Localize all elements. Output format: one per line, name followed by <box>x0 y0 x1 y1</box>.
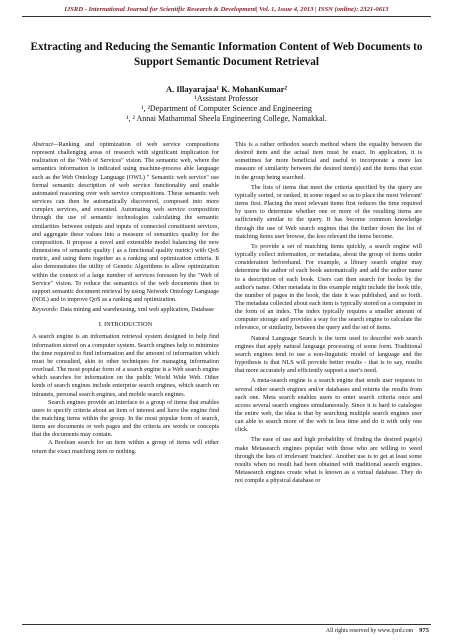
right-paragraph: Natural Language Search is the term used to describe web search engines that apply natural language processing of some form. Traditional search engines tend to use a non-linguistic model of language and the hypothesis is that NLS will provide better results - that is to say, results that more accurately and efficiently support a user's need. <box>235 334 422 375</box>
right-paragraph: This is a rather orthodox search method where the equality between the desired item and the actual item must be exact. In application, it is sometimes far more beneficial and useful to incorporate a more lax measure of similarity between the desired item(s) and the items that exist in the group being searched. <box>235 141 422 181</box>
right-paragraph: To provide a set of matching items quickly, a search engine will typically collect information, or metadata, about the group of items under consideration beforehand. For example, a library search engine may determine the author of each book automatically and add the author name to a description of each book. Users can then search for books by the author's name. Other metadata in this example might include the book title, the number of pages in the book, the date it was published, and so forth. The metadata collected about each item is typically stored on a computer in the form of an index. The index typically requires a smaller amount of computer storage and provides a way for the search engine to calculate the relevance, or similarity, between the query and the set of items. <box>235 242 422 332</box>
left-paragraph: A search engine is an information retrieval system designed to help find information stored on a computer system. Search engines help to minimize the time required to find information and the amount of information which must be consulted, akin to other techniques for managing information overload. The most popular form of a search engine is a Web search engine which searches for information on the public World Wide Web. Other kinds of search engines include enterprise search engines, which search on intranets, personal search engines, and mobile search engines. <box>32 333 219 398</box>
right-paragraph: A meta-search engine is a search engine that sends user requests to several other search engines and/or databases and returns the results from each one. Meta search enables users to enter search criteria once and access several search engines simultaneously. Since it is hard to catalogue the entire web, the idea is that by searching multiple search engines user can able to search more of the web in less time and do it with only one click. <box>235 377 422 434</box>
journal-header: IJSRD - International Journal for Scientific Research & Development| Vol. 1, Issue 4, 2013 | ISSN (online): 2321-0613 <box>64 6 389 13</box>
header-divider <box>22 16 431 17</box>
page-footer <box>326 627 429 634</box>
abstract <box>32 141 219 304</box>
abstract-label: Abstract— <box>32 141 59 148</box>
body-columns <box>32 141 422 611</box>
author-names: A. Illayarajaa¹ K. MohanKumar² <box>165 84 288 94</box>
right-paragraph: The ease of use and high probability of finding the desired page(s) make Metasearch engines popular with those who are willing to weed through the lists of irrelevant 'matches'. Another use is to get at least some results when no result had been obtained with traditional search engines. Metasearch engines create what is known as a virtual database. They do not compile a physical database or <box>235 436 422 485</box>
keywords-text: Data mining and warehousing, xml web application, Database <box>58 306 214 314</box>
author-department: ¹, ²Department of Computer Science and Engineering <box>141 104 312 113</box>
section-heading-introduction: I. INTRODUCTION <box>98 321 153 329</box>
left-paragraph: A Boolean search for an item within a group of items will either return the exact matching item or nothing. <box>32 439 219 455</box>
left-column <box>32 141 219 456</box>
page-number: 975 <box>419 627 429 634</box>
author-block <box>30 84 423 124</box>
abstract-text: Ranking and optimization of web service compositions represent challenging areas of research with significant implication for realization of the "Web of Services" vision. The semantic web, where the semantics information is indicated using machine-process able language such as the Web Ontology Language (OWL) " Semantic web service" use formal semantic description of web service functionality and enable automated reasoning over web service compositions. These semantic web services can then be automatically discovered, composed into more complex services, and executed. Automating web service composition through the use of semantic technologies calculating the semantic similarities between outputs and inputs of connected constituent services, and aggregate these values into a measure of semantics quality for the composition. It propose a novel and extensible model balancing the new dimensions of semantic quality ( as a functional quality metric) with QoS metric, and using them together as a ranking and optimization criteria. It also demonstrates the utility of Genetic Algorithms to allow optimization within the context of a large number of services foreseen by the "Web of Service" vision. To reduce the semantics of the web documents then to support semantic document retrieval by using Network Ontology Language (NOL) and to improve QoS as a ranking and optimization. <box>32 141 219 303</box>
copyright-text: All rights reserved by www.ijsrd.com <box>325 628 414 634</box>
author-institution: ¹, ² Annai Mathammal Sheela Engineering College, Namakkal. <box>126 114 327 123</box>
right-paragraph: The lists of items that meet the criteria specified by the query are typically sorted, or ranked, in some regard so as to place the most 'relevant' items first. Placing the most relevant items first reduces the time required by users to determine whether one or more of the resulting items are sufficiently similar to the query. It has become common knowledge through the use of Web search engines that the further down the list of matching items user browse, the less relevant the items become. <box>235 183 422 240</box>
keywords <box>32 306 219 314</box>
left-paragraph: Search engines provide an interface to a group of items that enables users to specify criteria about an item of interest and have the engine find the matching items within the group. In the most popular form of search, items are documents or web pages and the criteria are words or concepts that the documents may contain. <box>32 398 219 439</box>
footer-divider <box>22 624 431 625</box>
author-role: ¹Assistant Professor <box>194 94 259 103</box>
right-column <box>235 141 422 485</box>
keywords-label: Keywords: <box>32 306 59 314</box>
paper-title: Extracting and Reducing the Semantic Information Content of Web Documents to Support Semantic Document Retrieval <box>30 41 423 68</box>
